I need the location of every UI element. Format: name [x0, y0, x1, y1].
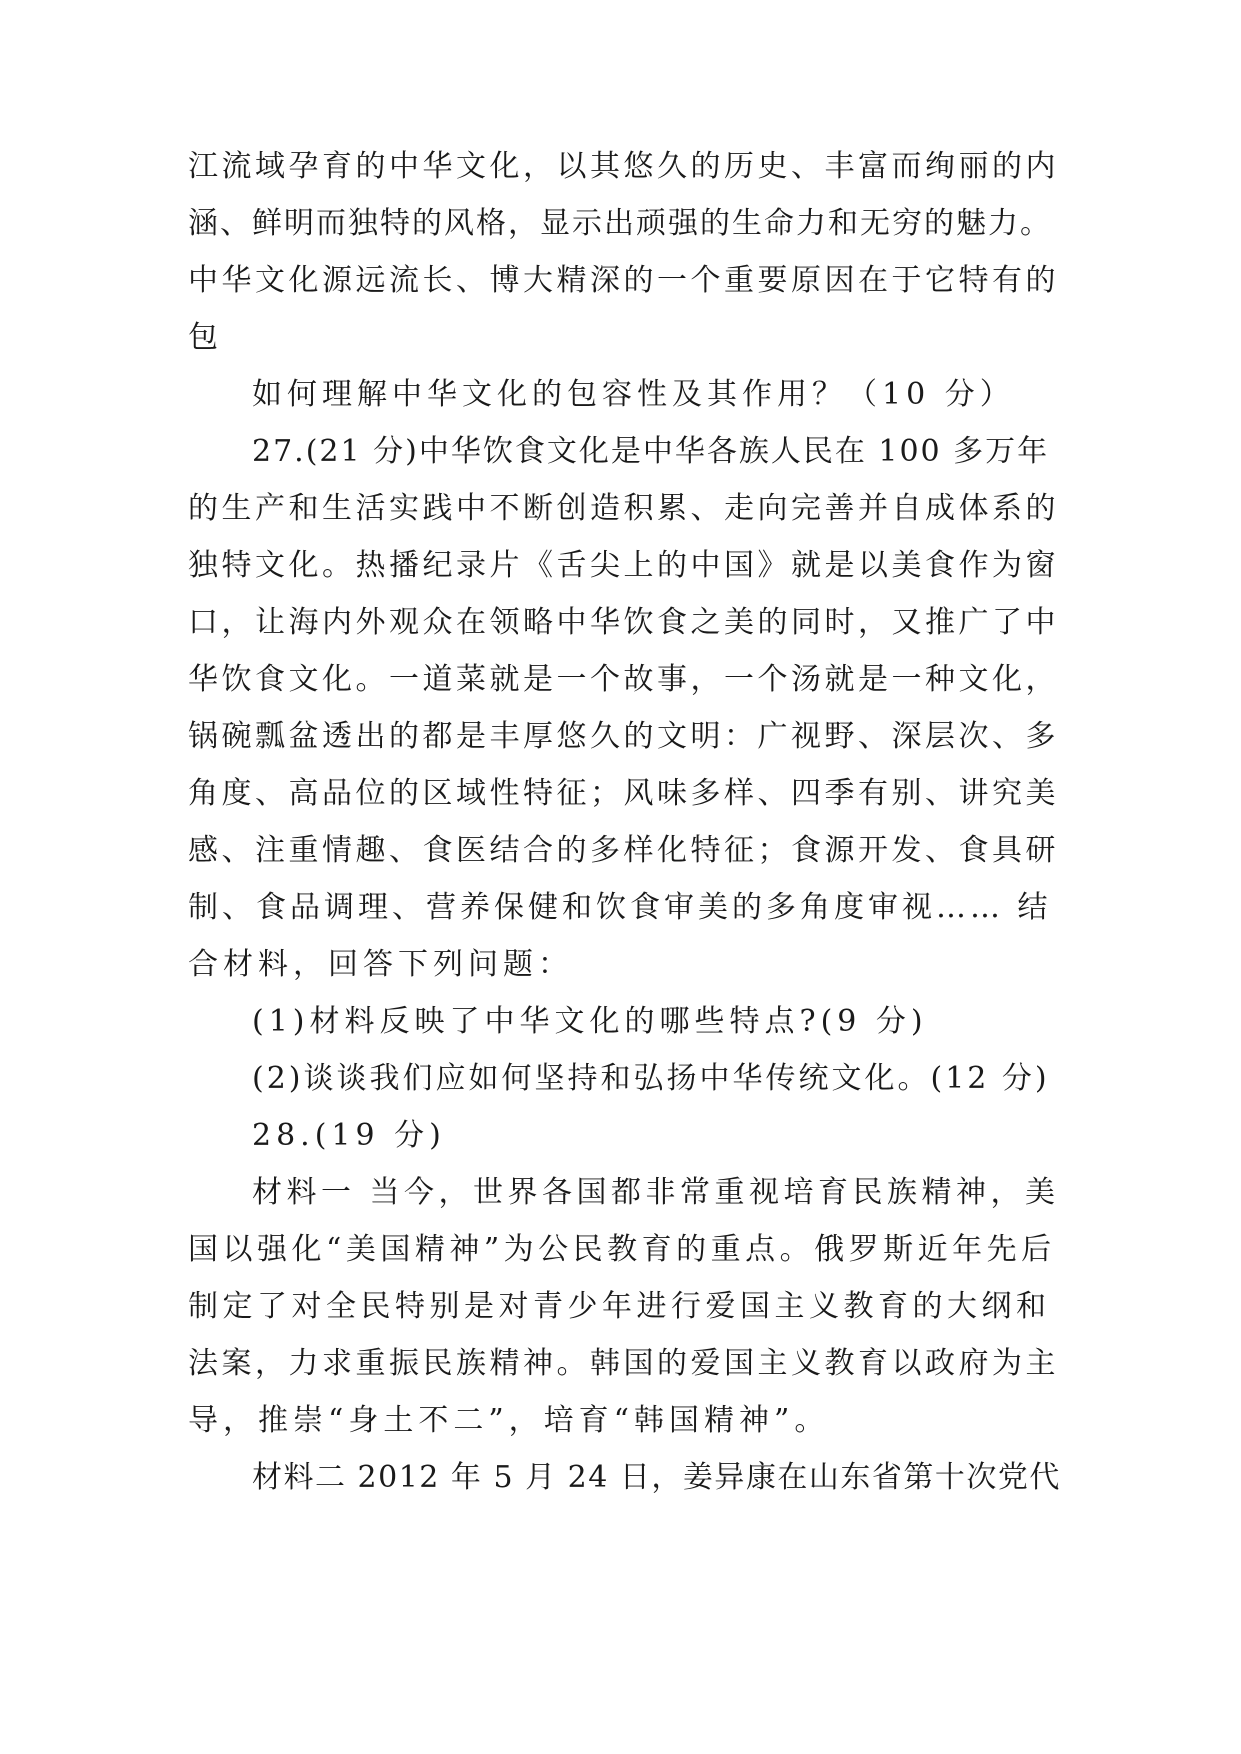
- text-line: 感、注重情趣、食医结合的多样化特征；食源开发、食具研: [188, 833, 1059, 868]
- question-27-heading: 27.(21 分)中华饮食文化是中华各族人民在 100 多万年: [252, 434, 1050, 469]
- text-line: 的生产和生活实践中不断创造积累、走向完善并自成体系的: [188, 491, 1059, 526]
- text-line: 华饮食文化。一道菜就是一个故事，一个汤就是一种文化，: [188, 662, 1059, 697]
- text-line: 包: [188, 320, 223, 355]
- text-line: 制定了对全民特别是对青少年进行爱国主义教育的大纲和: [188, 1289, 1051, 1324]
- material-two-start: 材料二 2012 年 5 月 24 日，姜异康在山东省第十次党代: [252, 1460, 1061, 1495]
- sub-question-2: (2)谈谈我们应如何坚持和弘扬中华传统文化。(12 分): [252, 1061, 1050, 1096]
- question-28-heading: 28.(19 分): [252, 1118, 446, 1153]
- text-line: 口，让海内外观众在领略中华饮食之美的同时，又推广了中: [188, 605, 1059, 640]
- text-line: 涵、鲜明而独特的风格，显示出顽强的生命力和无穷的魅力。: [188, 206, 1052, 241]
- text-line: 锅碗瓢盆透出的都是丰厚悠久的文明：广视野、深层次、多: [188, 719, 1059, 754]
- text-line: 江流域孕育的中华文化，以其悠久的历史、丰富而绚丽的内: [188, 149, 1059, 184]
- text-line: 独特文化。热播纪录片《舌尖上的中国》就是以美食作为窗: [188, 548, 1059, 583]
- material-one-start: 材料一 当今，世界各国都非常重视培育民族精神，美: [252, 1175, 1060, 1210]
- sub-question-1: (1)材料反映了中华文化的哪些特点?(9 分): [252, 1004, 928, 1039]
- question-prompt: 如何理解中华文化的包容性及其作用？（10 分）: [252, 377, 1015, 412]
- text-line: 合材料，回答下列问题：: [188, 947, 573, 982]
- text-line: 制、食品调理、营养保健和饮食审美的多角度审视…… 结: [188, 890, 1052, 925]
- text-line: 法案，力求重振民族精神。韩国的爱国主义教育以政府为主: [188, 1346, 1059, 1381]
- text-line: 中华文化源远流长、博大精深的一个重要原因在于它特有的: [188, 263, 1059, 298]
- text-line: 角度、高品位的区域性特征；风味多样、四季有别、讲究美: [188, 776, 1059, 811]
- text-line: 导，推崇“身土不二”，培育“韩国精神”。: [188, 1403, 830, 1438]
- text-line: 国以强化“美国精神”为公民教育的重点。俄罗斯近年先后: [188, 1232, 1056, 1267]
